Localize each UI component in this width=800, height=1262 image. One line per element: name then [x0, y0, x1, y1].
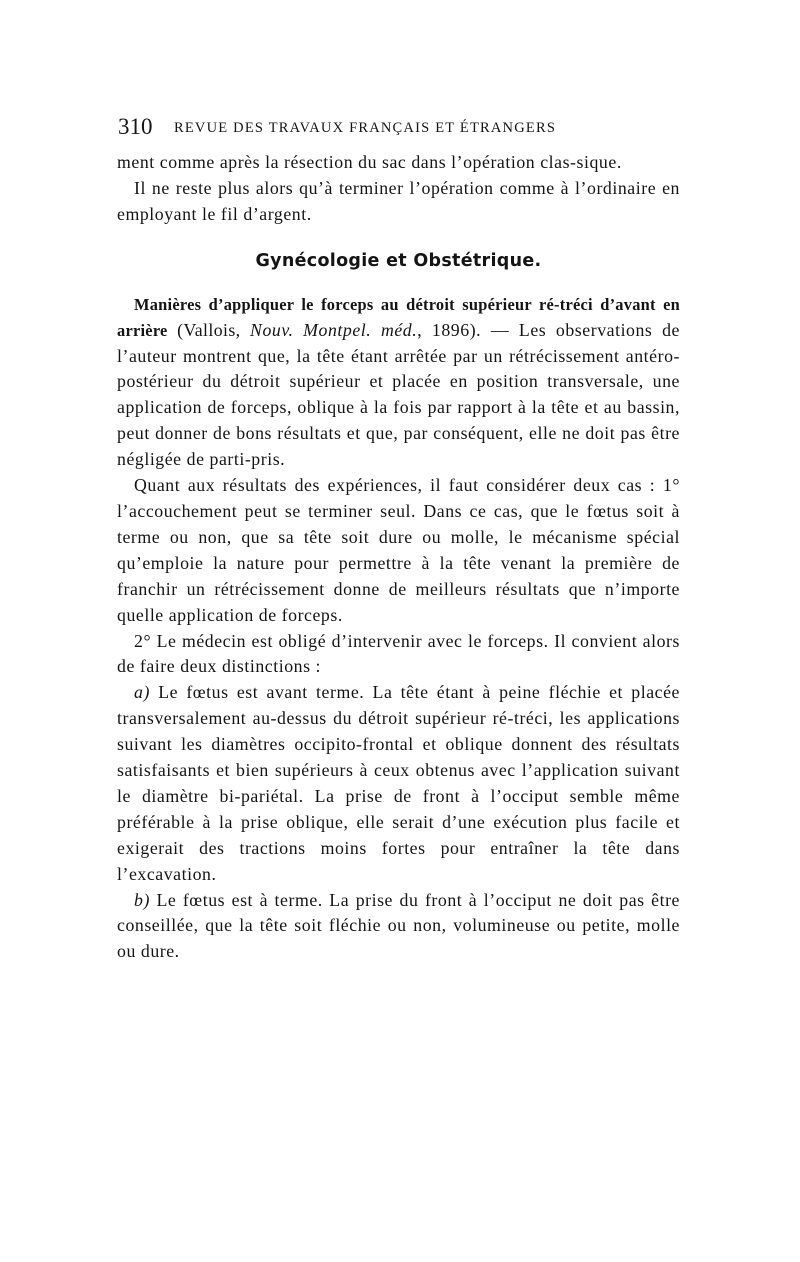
- paragraph-conclusion: Il ne reste plus alors qu’à terminer l’opération comme à l’ordinaire en employant le fil d’argent.: [117, 177, 680, 224]
- body-text: [117, 150, 680, 965]
- case-a-label: a): [134, 682, 150, 703]
- page-header: [118, 114, 688, 148]
- page-number: 310: [118, 114, 153, 139]
- paragraph-results: Quant aux résultats des expériences, il faut considérer deux cas : 1° l’accouchement peut se terminer seul. Dans ce cas, que le fœtus soit à terme ou non, que sa tête soit dure ou molle, le mécanisme spécial qu’emploie la nature pour permettre à la tête venant la première de franchir un rétrécissement donne de meilleurs résultats que n’importe quelle application de forceps.: [117, 475, 680, 625]
- paragraph-continuation: ment comme après la résection du sac dans l’opération clas-sique.: [117, 152, 622, 172]
- paragraph-case-a: [117, 680, 680, 887]
- case-b-text: Le fœtus est à terme. La prise du front à l’occiput ne doit pas être conseillée, que la tête soit fléchie ou non, volumineuse ou petite, molle ou dure.: [117, 889, 680, 962]
- article-entry: [117, 292, 680, 473]
- article-year: , 1896).: [417, 319, 482, 340]
- case-b-label: b): [134, 889, 150, 910]
- case-a-text: Le fœtus est avant terme. La tête étant à peine fléchie et placée transversalement au-dessus du détroit supérieur ré-tréci, les applications suivant les diamètres occipito-frontal et oblique donnent des résultats satisfaisants et bien supérieurs à ceux obtenus avec l’application suivant le diamètre bi-pariétal. La prise de front à l’occiput semble même préférable à la prise oblique, elle serait d’une exécution plus facile et exigerait des tractions moins fortes pour entraîner la tête dans l’excavation.: [117, 682, 680, 884]
- article-title: Manières d’appliquer le forceps au détroit supérieur ré-tréci d’avant en arrière: [117, 294, 680, 340]
- article-journal: Nouv. Montpel. méd.: [250, 319, 418, 340]
- paragraph-case-b: [117, 888, 680, 966]
- article-author: (Vallois,: [167, 319, 251, 340]
- paragraph-second-case: 2° Le médecin est obligé d’intervenir avec le forceps. Il convient alors de faire deux distinctions :: [117, 630, 680, 677]
- article-abstract: — Les observations de l’auteur montrent que, la tête étant arrêtée par un rétrécissement antéro-postérieur du détroit supérieur et placée en position transversale, une application de forceps, oblique à la fois par rapport à la tête et au bassin, peut donner de bons résultats et que, par conséquent, elle ne doit pas être négligée de parti-pris.: [117, 319, 680, 470]
- section-heading: Gynécologie et Obstétrique.: [255, 250, 542, 271]
- running-title: REVUE DES TRAVAUX FRANÇAIS ET ÉTRANGERS: [174, 120, 557, 136]
